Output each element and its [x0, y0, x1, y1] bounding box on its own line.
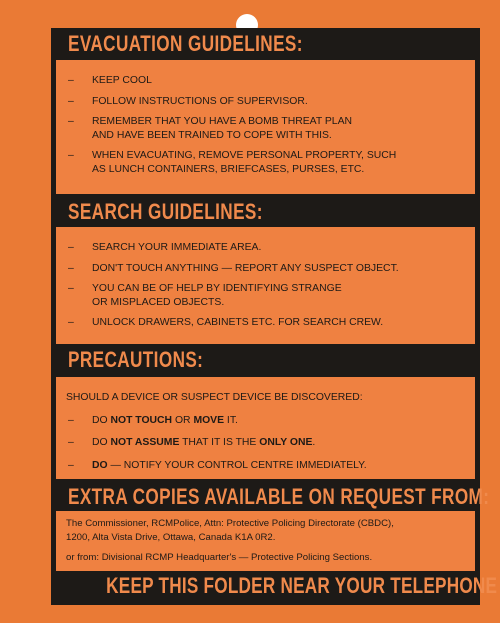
- precautions-heading: PRECAUTIONS:: [68, 347, 204, 372]
- list-item: – YOU CAN BE OF HELP BY IDENTIFYING STRANGE OR MISPLACED OBJECTS.: [68, 283, 342, 308]
- evacuation-panel: [56, 60, 475, 194]
- keep-folder-banner: KEEP THIS FOLDER NEAR YOUR TELEPHONE: [106, 573, 498, 598]
- precautions-intro: SHOULD A DEVICE OR SUSPECT DEVICE BE DISCOVERED:: [66, 392, 363, 403]
- list-item: – SEARCH YOUR IMMEDIATE AREA.: [68, 242, 262, 253]
- list-item: – DO — NOTIFY YOUR CONTROL CENTRE IMMEDIATELY.: [68, 459, 367, 471]
- list-item: – DO NOT TOUCH OR MOVE IT.: [68, 414, 238, 426]
- list-item: – REMEMBER THAT YOU HAVE A BOMB THREAT PLAN AND HAVE BEEN TRAINED TO COPE WITH THIS.: [68, 116, 353, 141]
- alternate-source: or from: Divisional RCMP Headquarter's — Protective Policing Sections.: [66, 552, 373, 563]
- list-item: – DON'T TOUCH ANYTHING — REPORT ANY SUSPECT OBJECT.: [68, 262, 399, 274]
- extra-copies-heading: EXTRA COPIES AVAILABLE ON REQUEST FROM:: [68, 484, 490, 509]
- list-item: – KEEP COOL: [68, 75, 152, 86]
- address-line-1: The Commissioner, RCMPolice, Attn: Protective Policing Directorate (CBDC),: [66, 518, 394, 529]
- extra-copies-panel: [56, 511, 475, 571]
- evacuation-list: [66, 74, 475, 176]
- list-item: – FOLLOW INSTRUCTIONS OF SUPERVISOR.: [68, 95, 308, 107]
- list-item: – WHEN EVACUATING, REMOVE PERSONAL PROPERTY, SUCH AS LUNCH CONTAINERS, BRIEFCASES, PURSES, ETC.: [68, 150, 397, 175]
- search-panel: [56, 227, 475, 344]
- search-heading: SEARCH GUIDELINES:: [68, 199, 263, 224]
- evacuation-heading: EVACUATION GUIDELINES:: [68, 31, 303, 56]
- search-list: [66, 241, 475, 330]
- list-item: – DO NOT ASSUME THAT IT IS THE ONLY ONE.: [68, 437, 316, 448]
- list-item: – UNLOCK DRAWERS, CABINETS ETC. FOR SEARCH CREW.: [68, 317, 384, 328]
- precautions-panel: [56, 377, 475, 479]
- address-line-2: 1200, Alta Vista Drive, Ottawa, Canada K1A 0R2.: [66, 532, 276, 543]
